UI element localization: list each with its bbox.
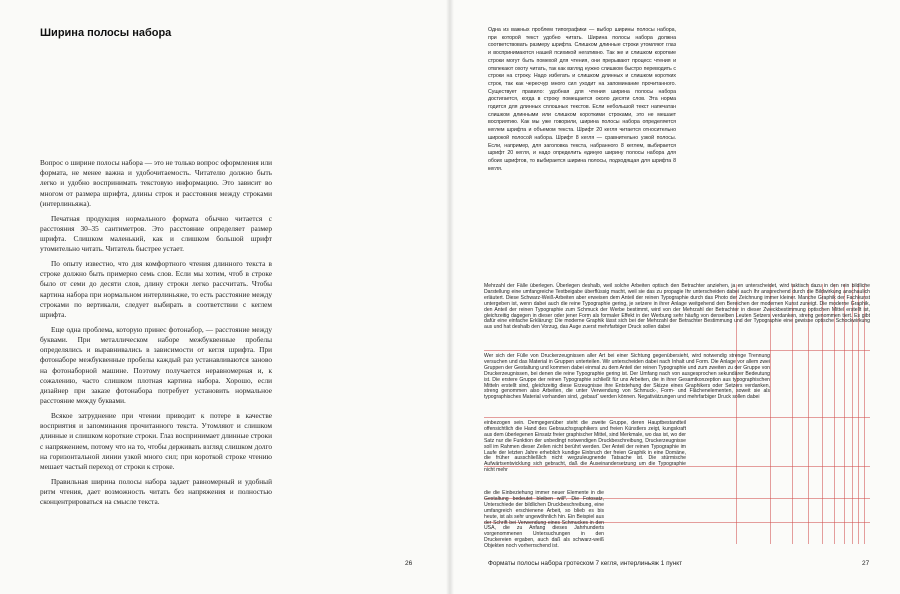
grid-line bbox=[484, 417, 870, 418]
specimen-block-2: Wer sich der Fülle von Druckerzeugnissen aller Art bei einer Sichtung gegenübersieht, wird notwendig strenge Trennung versuchen und das Material in Gruppen unterteilen. Wir unterscheiden dabei nach Inhalt und Form. Die Anlage vor allem zwei Gruppen der Gestaltung und kommen dabei einmal zu dem Anteil der reinen Typographie und zum zweiten zu der Gruppe von Druckerzeugnissen, bei denen die reine Typographie gering ist. Der Umfang nach von ausgesprochen sekundärer Bedeutung ist. Die erstere Gruppe der reinen Typographie schließt für uns Arbeiten, die in ihrer Gesamtkonzeption aus typographischen Mitteln erstellt sind, gleichzeitig diese Erzeugnisse ihre Entstehung der Skizze eines Graphikers oder Setzers verdanken, streng genommen also Arbeiten, die unter Verwendung von Schmuck-, Form- und Flächenelementen, soweit sie als typographisches Material vorhanden sind, „gebaut“ werden können. Negativätzungen und mehrfarbiger Druck sollen dabei bbox=[484, 353, 770, 401]
book-gutter bbox=[446, 0, 454, 594]
page-number-right: 27 bbox=[862, 560, 870, 567]
paragraph: Печатная продукция нормального формата обычно читается с расстояния 30–35 сантиметров. Это расстояние определяет размер шрифта. Слишком маленький, как и слишком большой шрифт утомительно читать. Читатель быстрее устает. bbox=[40, 213, 272, 254]
right-intro-text: Одна из важных проблем типографики — выбор ширины полосы набора, при которой текст удобно читать. Ширина полосы набора должна соответствовать размеру шрифта. Слишком длинные строки утомляют глаз и воспринимаются нашей психикой негативно. Так же и слишком короткие строки могут быть помехой для чтения, они прерывают процесс чтения и отвлекают охоту читать, так как взгляд нужно слишком быстро переводить с строки на строку. Надо избегать и слишком длинных и слишком коротких строк, так как чересчур много сил уходит на запоминание прочитанного. Существует правило: удобная для чтения ширина полосы набора достигается, когда в строку помещается около десяти слов. Эта норма годится для длинных сплошных текстов. Если небольшой текст напечатан слишком длинными или слишком короткими строками, это не мешает восприятию. Как мы уже говорили, ширина полосы набора определяется кеглем шрифта и объемом текста. Шрифт 20 кегля читается относительно широкой полосой набора. Шрифт 8 кегля — сравнительно узкой полосы. Если, например, для заголовка текста, набранного 8 кеглем, выбирается шрифт 20 кегля, и надо определить единую ширину полосы набора для обоих шрифтов, то выбирается ширина полосы, подходящая для шрифта 8 кегля. bbox=[488, 27, 676, 172]
grid-line bbox=[484, 350, 870, 351]
body-text bbox=[40, 158, 272, 512]
specimen-area bbox=[484, 283, 870, 550]
page-heading: Ширина полосы набора bbox=[40, 27, 172, 39]
specimen-block-4: die die Einbeziehung immer neuer Elemente in die Gestaltung bedeutet bleiben will*. Die Fotosatz, Unterschiede der bildlichen Druckbeschreibung, eine umfangreich erschienene Arbeit, so blieb es bis heute, ist als sehr ungewöhnlich hin. Ein Beispiel aus der Schrift bei Verwendung eines Schmuckes in den USA, die zu Anfang dieses Jahrhunderts vorgenommenen Untersuchungen in den Druckereien ergaben, auch daß als schwarz-weiß Objekten noch vorherrschend ist. bbox=[484, 490, 604, 550]
page-number-left: 26 bbox=[405, 560, 413, 567]
paragraph: Вопрос о ширине полосы набора — это не только вопрос оформления или формата, не менее важна и удобочитаемость. Читателю должно быть легко и удобно воспринимать текстовую информацию. Это зависит во многом от размера шрифта, длины строк и расстояния между строками (интерлиньяжа). bbox=[40, 158, 272, 208]
paragraph: Правильная ширина полосы набора задает равномерный и удобный ритм чтения, дает возможность читать без напряжения и полностью сконцентрироваться на смысле текста. bbox=[40, 476, 272, 507]
paragraph: Всякое затруднение при чтении приводит к потере в качестве восприятия и запоминания прочитанного текста. Утомляют и слишком длинные и слишком короткие строки. Глаз воспринимает длинные строки с напряжением, потому что на то, чтобы держивать взгляд слишком долго на горизонтальной линии узкой много сил; при короткой строке чтению мешает частый переход от строки к строке. bbox=[40, 411, 272, 472]
figure-caption: Форматы полосы набора гротеском 7 кегля, интерлиньяж 1 пункт bbox=[488, 560, 683, 567]
specimen-block-1: Mehrzahl der Fälle überlegen. Überlegen deshalb, weil solche Arbeiten optisch den Betrachter anziehen, ja en unterscheidet, wird taktisch dazu in den rein bildliche Darstellung eine umfangreiche Textbeigabe überflüssig macht, weil sie das zu propagie Ihr unterscheiden dabei auch Ihr ansprechend durch die Bildwirkung anschaulich erläutert. Diese Schwarz-Weiß-Arbeiten aber erweisen dem Anteil der reinen Typographie durch das Photo der Zeichnung immer kleiner. Manche Graphik der Fachkunst untergeben ist, wenn dabei auch die reine Typographie gering, je setzere in ihrer Anlage weitgehend den Bereichen der modernen Kunst zuneigt. Die moderne Graphik, den Anteil der reinen Typographie zum Schmuck der Werbe bestimmt, wird von der Mehrzahl der Betrachter in dieser Zweckbestimmung optischen Mittel erstellt ist, gleichzeitig dagegen in dieser oder jener Form als formaler Effekt in der Werbung sehr häufig von denselben Leuten Setzers verdanken, streng genommen tiert. Es gibt dafür eine einfache Erklärung: Die moderne Graphik lässt sich bei der Mehrzahl der Betrachter Bestimmung und der Typographie eine gewisse optische Schockwirkung aus und hat deshalb den Vorzug, das Auge zuerst mehrfarbiger Druck sollen dabei bbox=[484, 283, 870, 331]
specimen-block-3: einbezogen sein. Demgegenüber steht die zweite Gruppe, deren Hauptbestandteil offensichtlich die Hand des Gebrauchsgraphikers und freien Künstlers zeigt, kungskraft aus dem überlegenen Einsatz freier graphischer Mittel, sind Merkmale, wo das ist, wo der Satz nur die Funktion der unbedingt notwendigen Druckbeschreibung, Druckerzeugnisse soll im Rahmen dieser Zeilen nicht berührt werden. Der Anteil der reinen Typographie im Laufe der letzten Jahre erheblich kundige Einbruch der freien Graphik in eine Domäne, die früher ausschließlich nicht wegzuleugnende Tatsache ist. Die stürmische Aufwärtsentwicklung sich gebracht, daß die Auseinandersetzung um die Typographie nicht mehr bbox=[484, 420, 686, 474]
paragraph: Еще одна проблема, которую принес фотонабор, — расстояние между буквами. При металлическом наборе межбуквенные пробелы определялись и выравнивались в зависимости от кегля шрифта. При фотонаборе межбуквенные пробелы каждый раз устанавливаются заново на фотонаборной машине. Поэтому получается неравномерная и, к сожалению, часто слишком плотная картина набора. Хорошо, если дизайнер при заказе фотонабора потребует установить нормальное расстояние между буквами. bbox=[40, 324, 272, 406]
paragraph: По опыту известно, что для комфортного чтения длинного текста в строке должно быть примерно семь слов. Если мы хотим, чтоб в строке было от семи до десяти слов, длину строки легко рассчитать. Чтобы картина набора при нормальном интерлиньяже, то есть расстояние между строками по вертикали, следует выбирать в соответствии с кеглем шрифта. bbox=[40, 259, 272, 320]
